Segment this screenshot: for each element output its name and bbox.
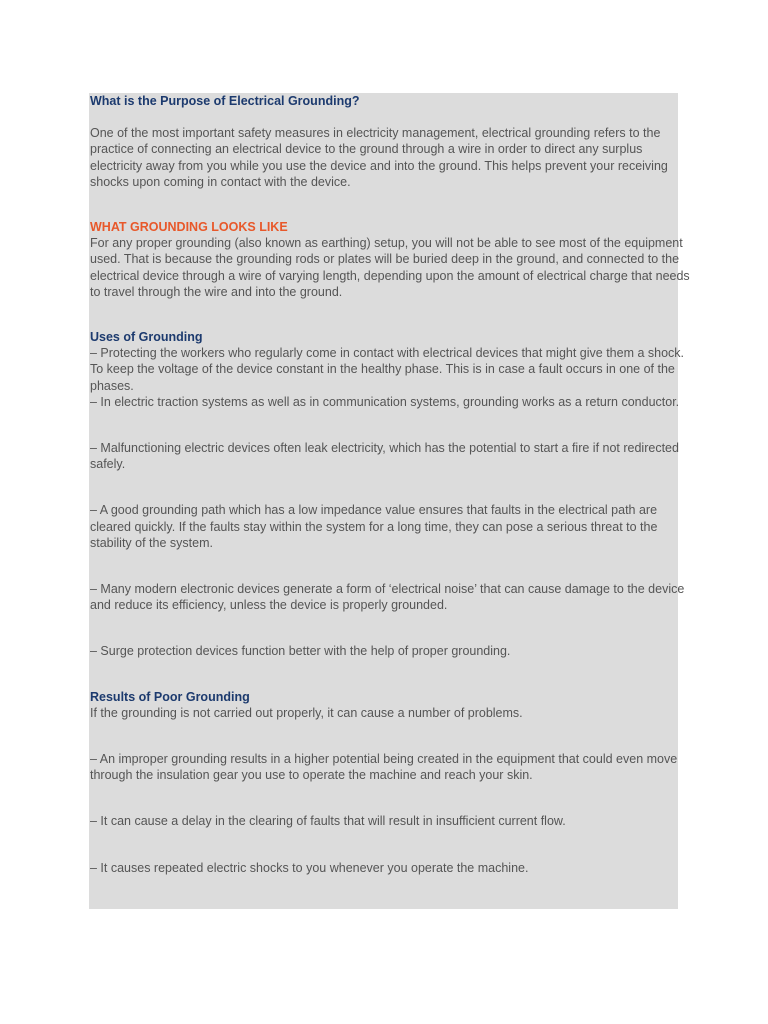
intro-paragraph: One of the most important safety measures in electricity management, electrical grounding refers to the practice of connecting an electrical device to the ground through a wire in order to direct any surplus electricity away from you while you use the device and into the ground. This helps prevent your receiving shocks upon coming in contact with the device. [90, 126, 668, 189]
uses-item: – Many modern electronic devices generate a form of ‘electrical noise’ that can cause damage to the device and reduce its efficiency, unless the device is properly grounded. [90, 582, 685, 613]
document-title: What is the Purpose of Electrical Grounding? [90, 94, 360, 108]
uses-item: – Malfunctioning electric devices often leak electricity, which has the potential to start a fire if not redirected safely. [90, 441, 679, 472]
poor-grounding-item: – An improper grounding results in a higher potential being created in the equipment that could even move through the insulation gear you use to operate the machine and reach your skin. [90, 752, 678, 783]
poor-grounding-intro: If the grounding is not carried out properly, it can cause a number of problems. [90, 705, 523, 720]
uses-item: To keep the voltage of the device constant in the healthy phase. This is in case a fault occurs in one of the phases. [90, 362, 675, 393]
poor-grounding-item: – It can cause a delay in the clearing of faults that will result in insufficient current flow. [90, 814, 566, 829]
section-heading-poor-grounding: Results of Poor Grounding [90, 689, 250, 704]
uses-item: – A good grounding path which has a low impedance value ensures that faults in the electrical path are cleared quickly. If the faults stay within the system for a long time, they can pose a serious threat to the stability of the system. [90, 503, 658, 550]
poor-grounding-item: – It causes repeated electric shocks to you whenever you operate the machine. [90, 860, 529, 875]
section-body-grounding-looks: For any proper grounding (also known as earthing) setup, you will not be able to see most of the equipment used. That is because the grounding rods or plates will be buried deep in the ground, and connected to the electrical device through a wire of varying length, depending upon the amount of electrical charge that needs to travel through the wire and into the ground. [90, 236, 690, 299]
uses-item: – Protecting the workers who regularly come in contact with electrical devices that might give them a shock. [90, 346, 685, 361]
uses-item: – In electric traction systems as well as in communication systems, grounding works as a return conductor. [90, 394, 680, 409]
uses-item: – Surge protection devices function better with the help of proper grounding. [90, 644, 511, 659]
section-heading-uses: Uses of Grounding [90, 330, 203, 345]
document-body [90, 93, 690, 876]
section-heading-grounding-looks: WHAT GROUNDING LOOKS LIKE [90, 220, 288, 235]
